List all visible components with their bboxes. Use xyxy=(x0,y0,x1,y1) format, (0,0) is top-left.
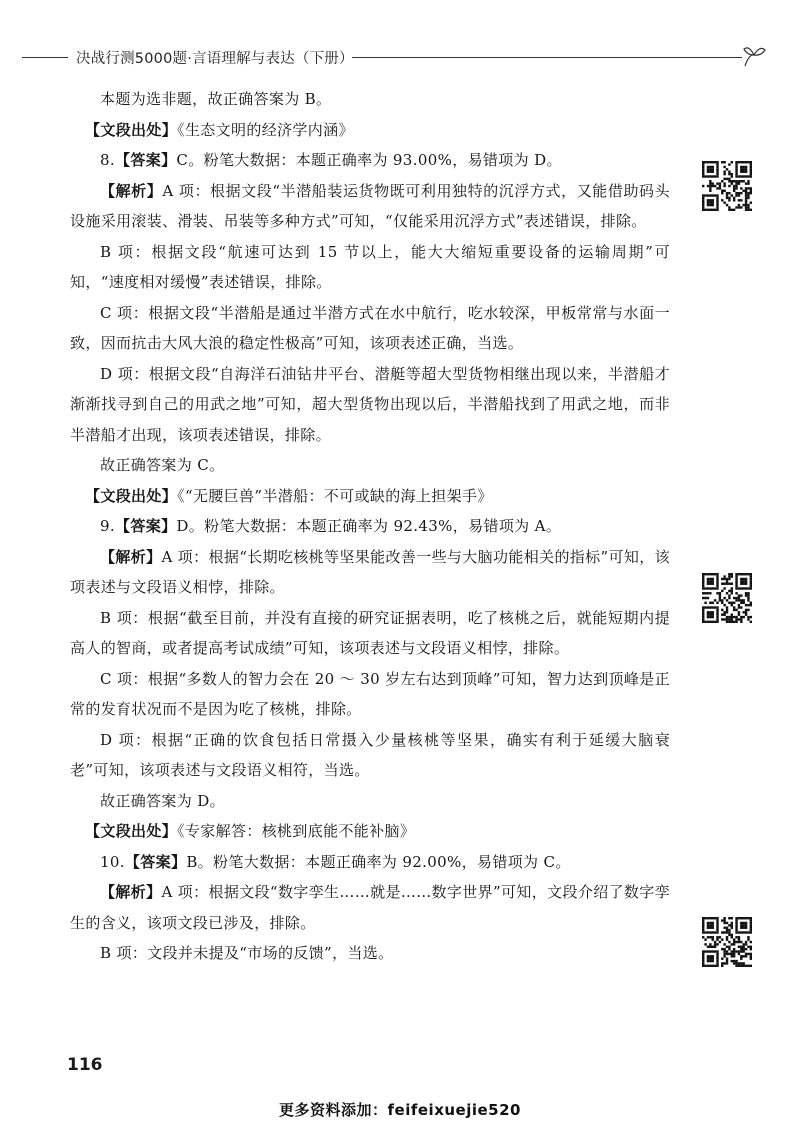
question-number: 8. xyxy=(100,151,116,169)
paragraph-text: D 项：根据文段“自海洋石油钻井平台、潜艇等超大型货物相继出现以来，半潜船才渐渐找寻到自己的用武之地”可知，超大型货物出现以后，半潜船找到了用武之地，而非半潜船才出现，该项表述错误，排除。 xyxy=(70,364,670,444)
paragraph xyxy=(70,603,670,664)
footer-note xyxy=(0,1099,800,1120)
paragraph-text: 《生态文明的经济学内涵》 xyxy=(177,120,354,139)
paragraph-text: 故正确答案为 D。 xyxy=(100,791,225,810)
paragraph-text: 《专家解答：核桃到底能不能补脑》 xyxy=(177,822,416,840)
header-rule-right xyxy=(352,57,742,58)
section-label: 【答案】 xyxy=(115,517,177,535)
paragraph xyxy=(70,237,670,298)
running-header xyxy=(0,42,800,72)
paragraph-text: A 项：根据文段“数字孪生……就是……数字世界”可知，文段介绍了数字孪生的含义，该项文段已涉及，排除。 xyxy=(70,883,670,932)
section-label: 【解析】 xyxy=(100,883,162,901)
paragraph-text: B 项：根据“截至目前，并没有直接的研究证据表明，吃了核桃之后，就能短期内提高人的智商，或者提高考试成绩”可知，该项表述与文段语义相悖，排除。 xyxy=(70,608,670,657)
paragraph xyxy=(70,664,670,725)
source-citation xyxy=(70,481,670,512)
section-label: 【解析】 xyxy=(100,547,162,566)
paragraph-text: C 项：根据“多数人的智力会在 20 ～ 30 岁左右达到顶峰”可知，智力达到顶峰是正常的发育状况而不是因为吃了核桃，排除。 xyxy=(70,669,670,718)
section-label: 【解析】 xyxy=(100,181,163,200)
paragraph-text: B 项：文段并未提及“市场的反馈”，当选。 xyxy=(100,944,394,962)
section-label: 【文段出处】 xyxy=(85,120,178,139)
paragraph xyxy=(70,511,670,542)
paragraph xyxy=(70,298,670,359)
paragraph xyxy=(70,786,670,817)
header-title: 决战行测5000题·言语理解与表达（下册） xyxy=(76,51,354,67)
answer-content xyxy=(70,84,670,969)
paragraph-text: 《“无腰巨兽”半潜船：不可或缺的海上担架手》 xyxy=(177,486,493,505)
paragraph-text: A 项：根据文段“半潜船装运货物既可利用独特的沉浮方式，又能借助码头设施采用滚装、滑装、吊装等多种方式”可知，“仅能采用沉浮方式”表述错误，排除。 xyxy=(70,181,670,230)
page-number: 116 xyxy=(67,1055,103,1075)
paragraph xyxy=(70,450,670,481)
paragraph-text: 本题为选非题，故正确答案为 B。 xyxy=(100,90,332,108)
section-label: 【答案】 xyxy=(124,852,187,871)
qr-code-q8[interactable] xyxy=(702,161,752,211)
paragraph xyxy=(70,938,670,969)
paragraph xyxy=(70,145,670,176)
paragraph-text: C 项：根据文段“半潜船是通过半潜方式在水中航行，吃水较深，甲板常常与水面一致，因而抗击大风大浪的稳定性极高”可知，该项表述正确，当选。 xyxy=(70,303,670,352)
paragraph-text: A 项：根据“长期吃核桃等坚果能改善一些与大脑功能相关的指标”可知，该项表述与文段语义相悖，排除。 xyxy=(70,547,670,596)
paragraph-text: 故正确答案为 C。 xyxy=(100,456,225,474)
qr-code-q9[interactable] xyxy=(702,573,752,623)
source-citation xyxy=(70,115,670,146)
paragraph xyxy=(70,725,670,786)
paragraph xyxy=(70,84,670,115)
qr-code-q10[interactable] xyxy=(702,917,752,967)
paragraph-text: B 项：根据文段“航速可达到 15 节以上，能大大缩短重要设备的运输周期”可知，“速度相对缓慢”表述错误，排除。 xyxy=(70,242,670,291)
footer-prefix: 更多资料添加： xyxy=(279,1101,388,1119)
paragraph xyxy=(70,847,670,878)
section-label: 【答案】 xyxy=(115,151,177,169)
paragraph-text: D 项：根据“正确的饮食包括日常摄入少量核桃等坚果，确实有利于延缓大脑衰老”可知，该项表述与文段语义相符，当选。 xyxy=(70,730,670,779)
paragraph xyxy=(70,877,670,938)
question-number: 10. xyxy=(100,852,125,871)
section-label: 【文段出处】 xyxy=(85,486,178,505)
sprout-icon xyxy=(741,42,767,68)
paragraph xyxy=(70,542,670,603)
footer-contact: feifeixuejie520 xyxy=(387,1101,521,1119)
section-label: 【文段出处】 xyxy=(85,822,178,840)
paragraph-text: B。粉笔大数据：本题正确率为 92.00%，易错项为 C。 xyxy=(186,852,571,871)
paragraph-text: D。粉笔大数据：本题正确率为 92.43%，易错项为 A。 xyxy=(176,517,562,535)
header-rule-left xyxy=(22,57,68,58)
paragraph xyxy=(70,359,670,451)
paragraph-text: C。粉笔大数据：本题正确率为 93.00%，易错项为 D。 xyxy=(176,151,562,169)
paragraph xyxy=(70,176,670,237)
question-number: 9. xyxy=(100,517,116,535)
source-citation xyxy=(70,816,670,847)
